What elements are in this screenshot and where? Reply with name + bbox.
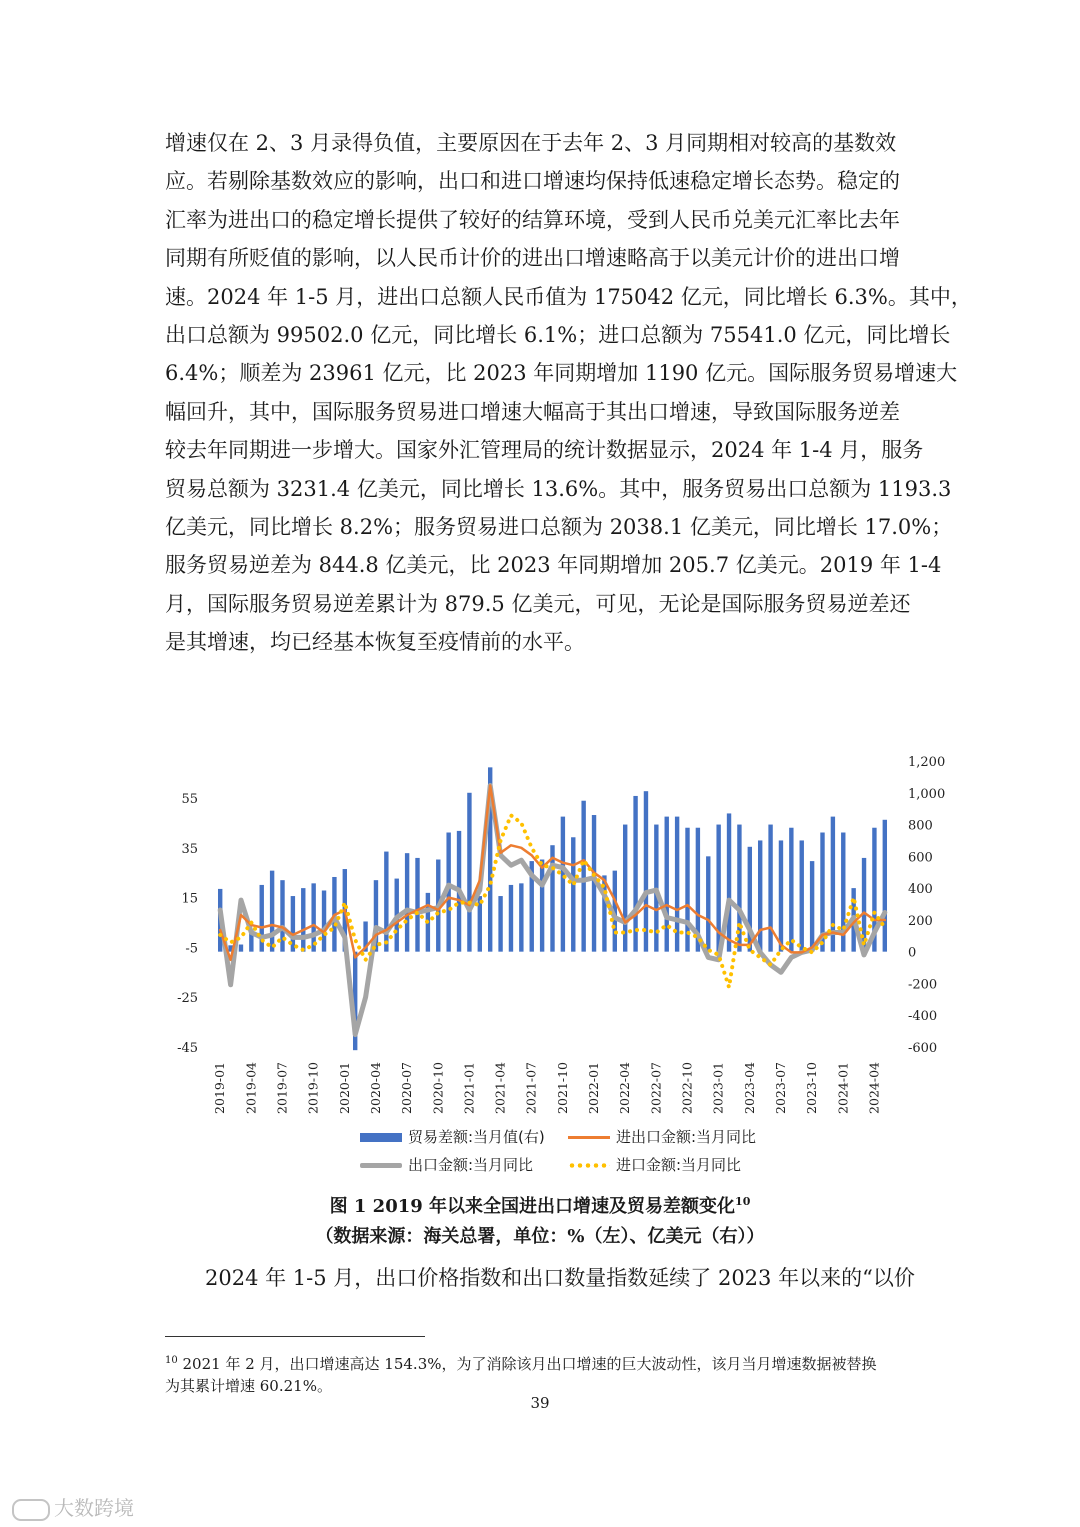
x-tick-label: 2023-07 <box>772 1062 788 1114</box>
legend-swatch-line <box>360 1163 402 1168</box>
second-paragraph: 2024 年 1-5 月，出口价格指数和出口数量指数延续了 2023 年以来的“以价 <box>205 1266 915 1290</box>
left-tick-label: 35 <box>181 841 198 857</box>
x-tick-label: 2024-01 <box>835 1062 851 1114</box>
bar-trade-balance <box>405 853 409 952</box>
bar-trade-balance <box>644 791 648 951</box>
right-tick-label: 1,000 <box>908 786 946 802</box>
right-tick-label: 0 <box>908 945 917 961</box>
bar-trade-balance <box>540 860 544 952</box>
paragraph-line: 速。2024 年 1-5 月，进出口总额人民币值为 175042 亿元，同比增长 6.3%。其中， <box>165 284 972 309</box>
legend-swatch-line <box>568 1136 610 1139</box>
body-paragraph <box>165 124 972 661</box>
footnote-marker: 10 <box>165 1355 178 1366</box>
x-tick-label: 2019-01 <box>212 1062 228 1114</box>
bar-trade-balance <box>519 883 523 951</box>
x-tick-label: 2022-01 <box>586 1062 602 1114</box>
legend-item-total-yoy <box>568 1126 756 1147</box>
x-tick-label: 2020-04 <box>367 1062 383 1114</box>
footnote-line: 为其累计增速 60.21%。 <box>165 1377 332 1395</box>
paragraph-line: 6.4%；顺差为 23961 亿元，比 2023 年同期增加 1190 亿元。国际服务贸易增速大 <box>165 361 958 386</box>
bar-trade-balance <box>789 828 793 952</box>
right-tick-label: 200 <box>908 913 933 929</box>
bar-trade-balance <box>758 840 762 951</box>
paragraph-line: 同期有所贬值的影响，以人民币计价的进出口增速略高于以美元计价的进出口增 <box>165 246 900 271</box>
bar-trade-balance <box>270 871 274 952</box>
footnote <box>165 1350 925 1397</box>
left-tick-label: 15 <box>181 891 198 907</box>
paragraph-line: 较去年同期进一步增大。国家外汇管理局的统计数据显示，2024 年 1-4 月，服务 <box>165 438 924 463</box>
x-tick-label: 2019-04 <box>243 1062 259 1114</box>
x-tick-label: 2021-10 <box>554 1062 570 1114</box>
paragraph-line: 应。若剔除基数效应的影响，出口和进口增速均保持低速稳定增长态势。稳定的 <box>165 169 900 194</box>
x-tick-label: 2021-04 <box>492 1062 508 1114</box>
left-tick-label: -5 <box>185 941 198 957</box>
legend-swatch-bar <box>360 1133 402 1142</box>
bar-trade-balance <box>810 861 814 952</box>
bar-trade-balance <box>779 840 783 951</box>
bar-trade-balance <box>550 845 554 951</box>
legend-label: 出口金额:当月同比 <box>408 1156 534 1174</box>
bar-trade-balance <box>800 840 804 951</box>
x-tick-label: 2023-01 <box>710 1062 726 1114</box>
caption-footnote-ref: 10 <box>735 1195 751 1208</box>
left-tick-label: 55 <box>181 792 198 807</box>
watermark <box>12 1492 134 1521</box>
paragraph-line: 增速仅在 2、3 月录得负值，主要原因在于去年 2、3 月同期相对较高的基数效 <box>165 131 897 155</box>
right-tick-label: 800 <box>908 818 933 834</box>
bar-trade-balance <box>571 837 575 951</box>
bar-trade-balance <box>311 883 315 951</box>
x-tick-label: 2019-07 <box>274 1062 290 1114</box>
x-tick-label: 2020-10 <box>430 1062 446 1114</box>
caption-title: 图 1 2019 年以来全国进出口增速及贸易差额变化 <box>329 1196 736 1217</box>
legend-label: 进口金额:当月同比 <box>616 1156 742 1174</box>
right-tick-label: -200 <box>908 977 938 993</box>
bar-trade-balance <box>665 817 669 952</box>
legend-label: 进出口金额:当月同比 <box>616 1128 757 1146</box>
bar-trade-balance <box>883 820 887 952</box>
legend-item-import-yoy <box>568 1154 741 1175</box>
footnote-divider <box>165 1336 425 1337</box>
watermark-text: 大数跨境 <box>54 1496 134 1520</box>
paragraph-line: 月，国际服务贸易逆差累计为 879.5 亿美元，可见，无论是国际服务贸易逆差还 <box>165 591 911 616</box>
page-number: 39 <box>530 1394 550 1412</box>
x-tick-label: 2023-10 <box>804 1062 820 1114</box>
chart-svg <box>150 740 950 1190</box>
watermark-logo-icon <box>12 1499 50 1521</box>
paragraph-line: 服务贸易逆差为 844.8 亿美元，比 2023 年同期增加 205.7 亿美元。2019 年 1-4 <box>165 553 942 578</box>
bar-trade-balance <box>561 817 565 952</box>
paragraph-line: 幅回升，其中，国际服务贸易进口增速大幅高于其出口增速，导致国际服务逆差 <box>165 399 900 424</box>
bar-trade-balance <box>384 852 388 952</box>
figure-caption <box>0 1192 1080 1218</box>
bar-trade-balance <box>239 945 243 952</box>
paragraph-line: 汇率为进出口的稳定增长提供了较好的结算环境，受到人民币兑美元汇率比去年 <box>165 207 900 232</box>
bar-trade-balance <box>322 890 326 951</box>
x-tick-label: 2019-10 <box>305 1062 321 1114</box>
bar-trade-balance <box>727 813 731 951</box>
x-tick-label: 2022-10 <box>679 1062 695 1114</box>
bar-trade-balance <box>581 801 585 952</box>
bar-trade-balance <box>706 856 710 951</box>
bar-trade-balance <box>498 896 502 952</box>
right-tick-label: -600 <box>908 1041 938 1056</box>
legend-label: 贸易差额:当月值(右) <box>408 1128 545 1146</box>
bar-trade-balance <box>768 825 772 952</box>
x-tick-label: 2022-07 <box>648 1062 664 1114</box>
bar-trade-balance <box>509 885 513 952</box>
footnote-line: 2021 年 2 月，出口增速高达 154.3%，为了消除该月出口增速的巨大波动性，该月当月增速数据被替换 <box>177 1355 877 1373</box>
x-tick-label: 2022-04 <box>617 1062 633 1114</box>
left-tick-label: -25 <box>177 991 198 1007</box>
paragraph-line: 亿美元，同比增长 8.2%；服务贸易进口总额为 2038.1 亿美元，同比增长 17.0%； <box>165 514 953 539</box>
left-tick-label: -45 <box>177 1041 198 1056</box>
legend-item-export-yoy <box>360 1154 533 1175</box>
x-tick-label: 2020-01 <box>336 1062 352 1114</box>
paragraph-line: 贸易总额为 3231.4 亿美元，同比增长 13.6%。其中，服务贸易出口总额为 1193.3 <box>165 476 952 501</box>
trade-chart <box>150 740 950 1190</box>
legend-swatch-dots <box>568 1163 610 1168</box>
bar-trade-balance <box>467 793 471 952</box>
paragraph-line: 出口总额为 99502.0 亿元，同比增长 6.1%；进口总额为 75541.0 亿元，同比增长 <box>165 322 951 347</box>
figure-source <box>0 1222 1080 1248</box>
bar-trade-balance <box>301 888 305 952</box>
x-tick-label: 2024-04 <box>866 1062 882 1114</box>
right-tick-label: -400 <box>908 1009 938 1025</box>
x-tick-label: 2020-07 <box>399 1062 415 1114</box>
x-tick-label: 2021-07 <box>523 1062 539 1114</box>
right-tick-label: 600 <box>908 850 933 866</box>
legend-item-trade-balance <box>360 1126 545 1147</box>
caption-source-text: （数据来源：海关总署，单位：%（左）、亿美元（右）） <box>315 1226 765 1247</box>
right-tick-label: 400 <box>908 882 933 898</box>
paragraph-line: 是其增速，均已经基本恢复至疫情前的水平。 <box>165 630 585 655</box>
bar-trade-balance <box>415 858 419 952</box>
x-tick-label: 2021-01 <box>461 1062 477 1114</box>
right-tick-label: 1,200 <box>908 755 946 770</box>
x-tick-label: 2023-04 <box>741 1062 757 1114</box>
